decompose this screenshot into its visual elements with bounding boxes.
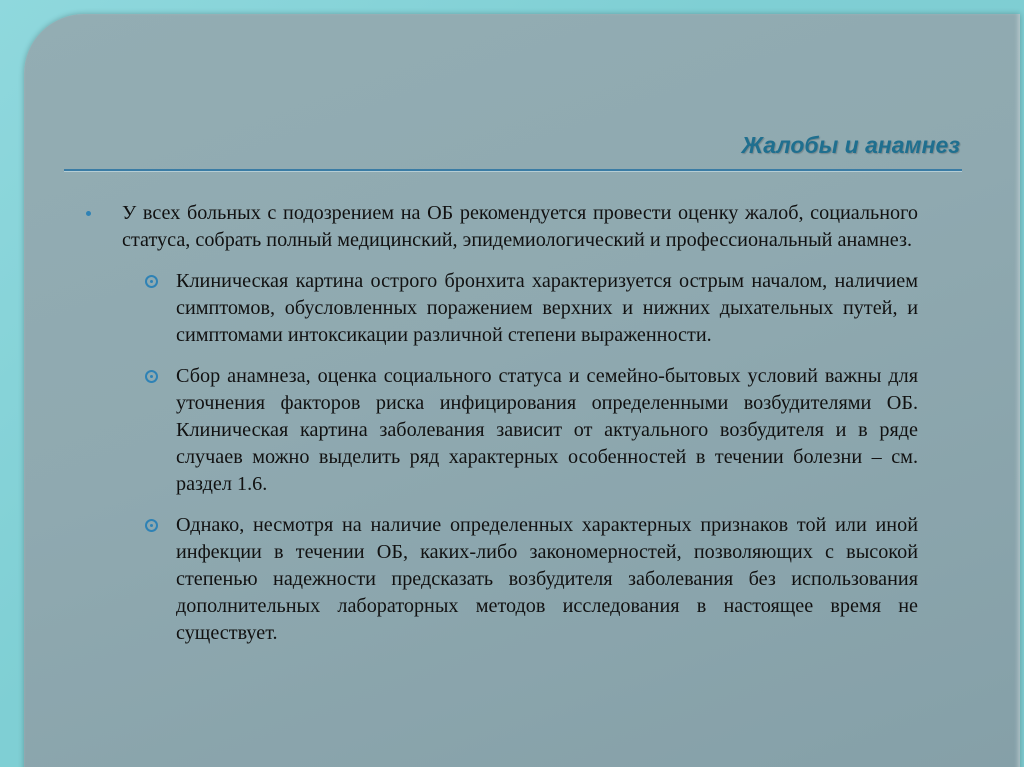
main-bullet-item: [84, 200, 918, 254]
slide-panel: [24, 14, 1020, 767]
ring-bullet-icon: [145, 275, 158, 288]
ring-bullet-icon: [145, 519, 158, 532]
sub-bullet-text: Однако, несмотря на наличие определенных характерных признаков той или иной инфекции в течении ОБ, каких-либо закономерностей, позволяющих с высокой степенью надежности предсказать возбудителя заболевания без использования дополнительных лабораторных методов исследования в настоящее время не существует.: [176, 514, 918, 644]
main-bullet-text: У всех больных с подозрением на ОБ рекомендуется провести оценку жалоб, социального статуса, собрать полный медицинский, эпидемиологический и профессиональный анамнез.: [122, 202, 918, 251]
sub-bullet-item: [84, 363, 918, 498]
sub-bullet-item: [84, 268, 918, 349]
sub-bullet-item: [84, 512, 918, 647]
title-divider: [64, 169, 962, 172]
sub-bullet-text: Клиническая картина острого бронхита характеризуется острым началом, наличием симптомов, обусловленных поражением верхних и нижних дыхательных путей, и симптомами интоксикации различной степени выраженности.: [176, 270, 918, 346]
slide-content: [84, 200, 918, 661]
slide-title: Жалобы и анамнез: [741, 132, 960, 158]
dot-bullet-icon: [86, 211, 91, 216]
ring-bullet-icon: [145, 370, 158, 383]
sub-bullet-list: [84, 268, 918, 647]
sub-bullet-text: Сбор анамнеза, оценка социального статуса и семейно-бытовых условий важны для уточнения факторов риска инфицирования определенными возбудителями ОБ. Клиническая картина заболевания зависит от актуального возбудителя и в ряде случаев можно выделить ряд характерных особенностей в течении болезни – см. раздел 1.6.: [176, 365, 918, 495]
